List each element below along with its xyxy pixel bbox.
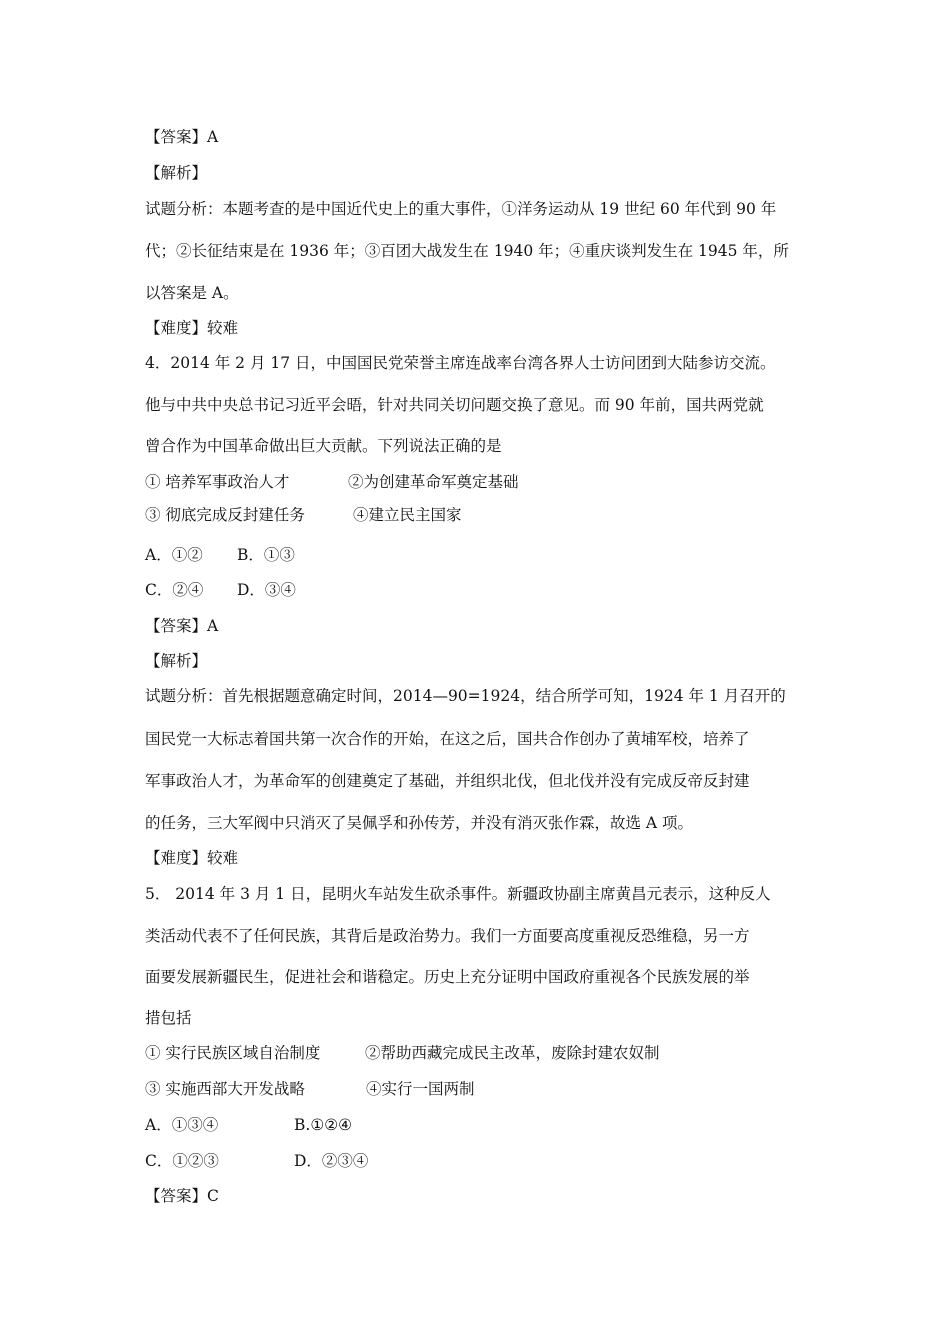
statement-item: ④实行一国两制	[366, 1080, 475, 1098]
choice-option: D．③④	[237, 581, 296, 599]
statement-row	[145, 1043, 660, 1063]
question-stem-line: 4．2014 年 2 月 17 日，中国国民党荣誉主席连战率台湾各界人士访问团到大陆参访交流。	[145, 354, 776, 372]
explanation-line: 试题分析：首先根据题意确定时间，2014—90=1924，结合所学可知，1924 年 1 月召开的	[145, 687, 786, 705]
explanation-line: 试题分析：本题考查的是中国近代史上的重大事件，①洋务运动从 19 世纪 60 年代到 90 年	[145, 200, 777, 218]
statement-row	[145, 505, 462, 525]
choice-option: C．②④	[145, 581, 204, 599]
statement-item: ③ 彻底完成反封建任务	[145, 506, 305, 524]
statement-item: ②为创建革命军奠定基础	[348, 473, 519, 491]
explanation-line: 国民党一大标志着国共第一次合作的开始，在这之后，国共合作创办了黄埔军校，培养了	[145, 730, 750, 748]
statement-item: ②帮助西藏完成民主改革，废除封建农奴制	[365, 1044, 660, 1062]
explanation-line: 的任务，三大军阀中只消灭了吴佩孚和孙传芳，并没有消灭张作霖，故选 A 项。	[145, 814, 694, 832]
statement-item: ④建立民主国家	[353, 506, 462, 524]
question-stem-line: 面要发展新疆民生，促进社会和谐稳定。历史上充分证明中国政府重视各个民族发展的举	[145, 968, 750, 986]
choice-option: A．①③④	[145, 1116, 219, 1134]
difficulty-label: 【难度】较难	[145, 849, 239, 867]
choice-row	[145, 580, 296, 600]
question-stem-line: 5． 2014 年 3 月 1 日，昆明火车站发生砍杀事件。新疆政协副主席黄昌元表示，这种反人	[145, 885, 771, 903]
choice-option: B．①③	[237, 546, 295, 564]
answer-label: 【答案】C	[145, 1187, 219, 1205]
statement-row	[145, 1079, 475, 1099]
choice-option: A．①②	[145, 546, 203, 564]
statement-item: ③ 实施西部大开发战略	[145, 1080, 305, 1098]
choice-option: D．②③④	[294, 1152, 369, 1170]
answer-label: 【答案】A	[145, 128, 219, 146]
choice-row	[145, 1115, 353, 1135]
choice-row	[145, 1151, 369, 1171]
question-stem-line: 措包括	[145, 1009, 192, 1027]
question-stem-line: 他与中共中央总书记习近平会晤，针对共同关切问题交换了意见。而 90 年前，国共两党就	[145, 396, 764, 414]
choice-option: B.①②④	[294, 1116, 353, 1134]
difficulty-label: 【难度】较难	[145, 319, 239, 337]
explanation-line: 以答案是 A。	[145, 284, 239, 302]
statement-item: ① 培养军事政治人才	[145, 473, 290, 491]
analysis-label: 【解析】	[145, 164, 208, 182]
explanation-line: 代；②长征结束是在 1936 年；③百团大战发生在 1940 年；④重庆谈判发生在 1945 年，所	[145, 242, 789, 260]
question-stem-line: 类活动代表不了任何民族，其背后是政治势力。我们一方面要高度重视反恐维稳，另一方	[145, 927, 750, 945]
question-stem-line: 曾合作为中国革命做出巨大贡献。下列说法正确的是	[145, 437, 502, 455]
answer-label: 【答案】A	[145, 617, 219, 635]
choice-option: C．①②③	[145, 1152, 219, 1170]
analysis-label: 【解析】	[145, 652, 208, 670]
explanation-line: 军事政治人才，为革命军的创建奠定了基础，并组织北伐，但北伐并没有完成反帝反封建	[145, 772, 750, 790]
statement-item: ① 实行民族区域自治制度	[145, 1044, 321, 1062]
statement-row	[145, 472, 519, 492]
choice-row	[145, 545, 295, 565]
